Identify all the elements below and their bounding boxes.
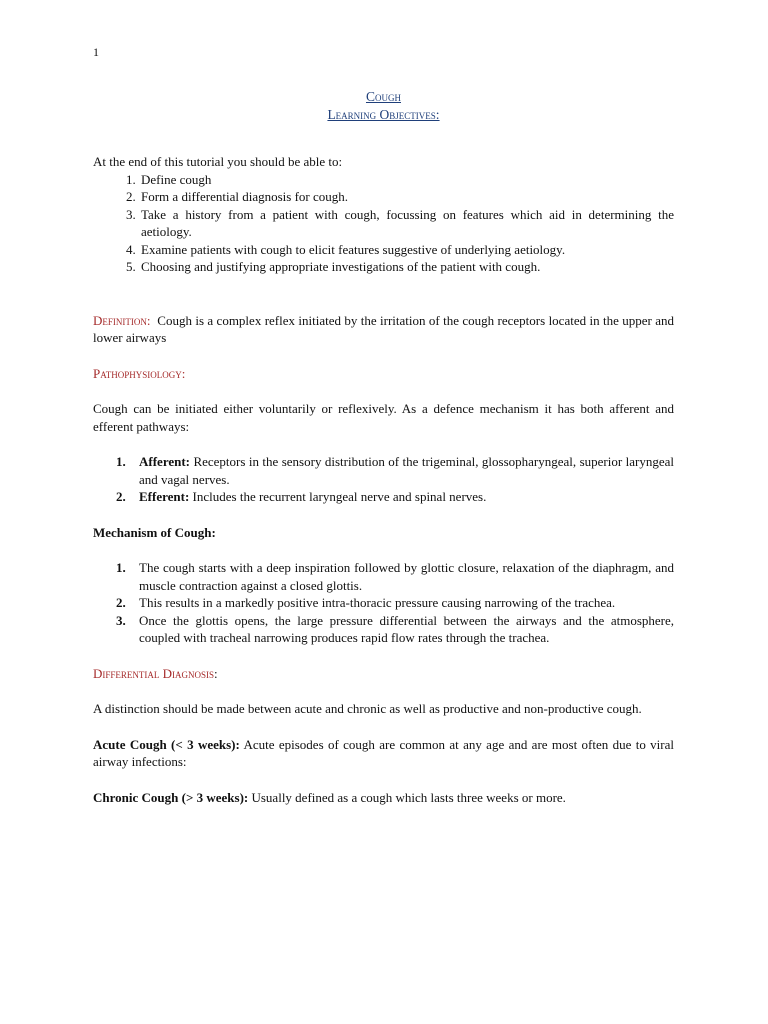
- mechanism-list: [93, 559, 674, 647]
- list-item: [139, 488, 674, 506]
- list-item: [139, 453, 674, 488]
- differential-heading-colon: :: [214, 665, 218, 681]
- objectives-list: [93, 171, 674, 276]
- list-item: 2. Form a differential diagnosis for cough.: [139, 188, 674, 206]
- list-item: 4. Examine patients with cough to elicit features suggestive of underlying aetiology.: [139, 241, 674, 259]
- chronic-cough-paragraph: [93, 789, 674, 807]
- mechanism-heading: Mechanism of Cough:: [93, 524, 216, 540]
- list-item: The cough starts with a deep inspiration followed by glottic closure, relaxation of the diaphragm, and muscle contraction against a closed glottis.: [139, 560, 674, 593]
- differential-heading-line: [93, 665, 674, 683]
- chronic-cough-text: Usually defined as a cough which lasts three weeks or more.: [251, 789, 566, 805]
- list-item: 1. Define cough: [139, 171, 674, 189]
- pathophysiology-text: Cough can be initiated either voluntarily or reflexively. As a defence mechanism it has both afferent and efferent pathways:: [93, 401, 674, 434]
- list-item: Once the glottis opens, the large pressure differential between the airways and the atmosphere, coupled with tracheal narrowing produces rapid flow rates through the trachea.: [139, 612, 674, 645]
- objectives-intro: At the end of this tutorial you should be able to:: [93, 154, 343, 169]
- acute-cough-text: Acute episodes of cough are common at any age and are most often due to viral airway infections:: [93, 736, 674, 769]
- list-item: 3. Take a history from a patient with cough, focussing on features which aid in determining the aetiology.: [139, 206, 674, 241]
- document-title: Cough: [365, 89, 401, 104]
- differential-text: A distinction should be made between acute and chronic as well as productive and non-productive cough.: [93, 701, 642, 716]
- afferent-label: Afferent:: [139, 454, 191, 469]
- definition-text: Cough is a complex reflex initiated by the irritation of the cough receptors located in the upper and lower airways: [93, 312, 675, 345]
- list-item: 5. Choosing and justifying appropriate investigations of the patient with cough.: [139, 258, 674, 276]
- list-item: This results in a markedly positive intra-thoracic pressure causing narrowing of the trachea.: [139, 595, 616, 610]
- learning-objectives-title: Learning Objectives:: [327, 107, 440, 122]
- pathophysiology-heading: Pathophysiology:: [93, 365, 186, 381]
- chronic-cough-label: Chronic Cough (> 3 weeks):: [93, 789, 249, 805]
- efferent-label: Efferent:: [139, 489, 190, 504]
- pathways-list: [93, 453, 674, 506]
- acute-cough-paragraph: [93, 736, 674, 771]
- acute-cough-label: Acute Cough (< 3 weeks):: [93, 736, 240, 752]
- efferent-text: Includes the recurrent laryngeal nerve and spinal nerves.: [192, 489, 487, 504]
- document-body: [93, 88, 674, 806]
- page-number: 1: [93, 45, 99, 59]
- definition-paragraph: [93, 312, 674, 347]
- definition-heading: Definition:: [93, 312, 151, 328]
- afferent-text: Receptors in the sensory distribution of the trigeminal, glossopharyngeal, superior laryngeal and vagal nerves.: [139, 454, 674, 487]
- differential-heading: Differential Diagnosis: [93, 665, 215, 681]
